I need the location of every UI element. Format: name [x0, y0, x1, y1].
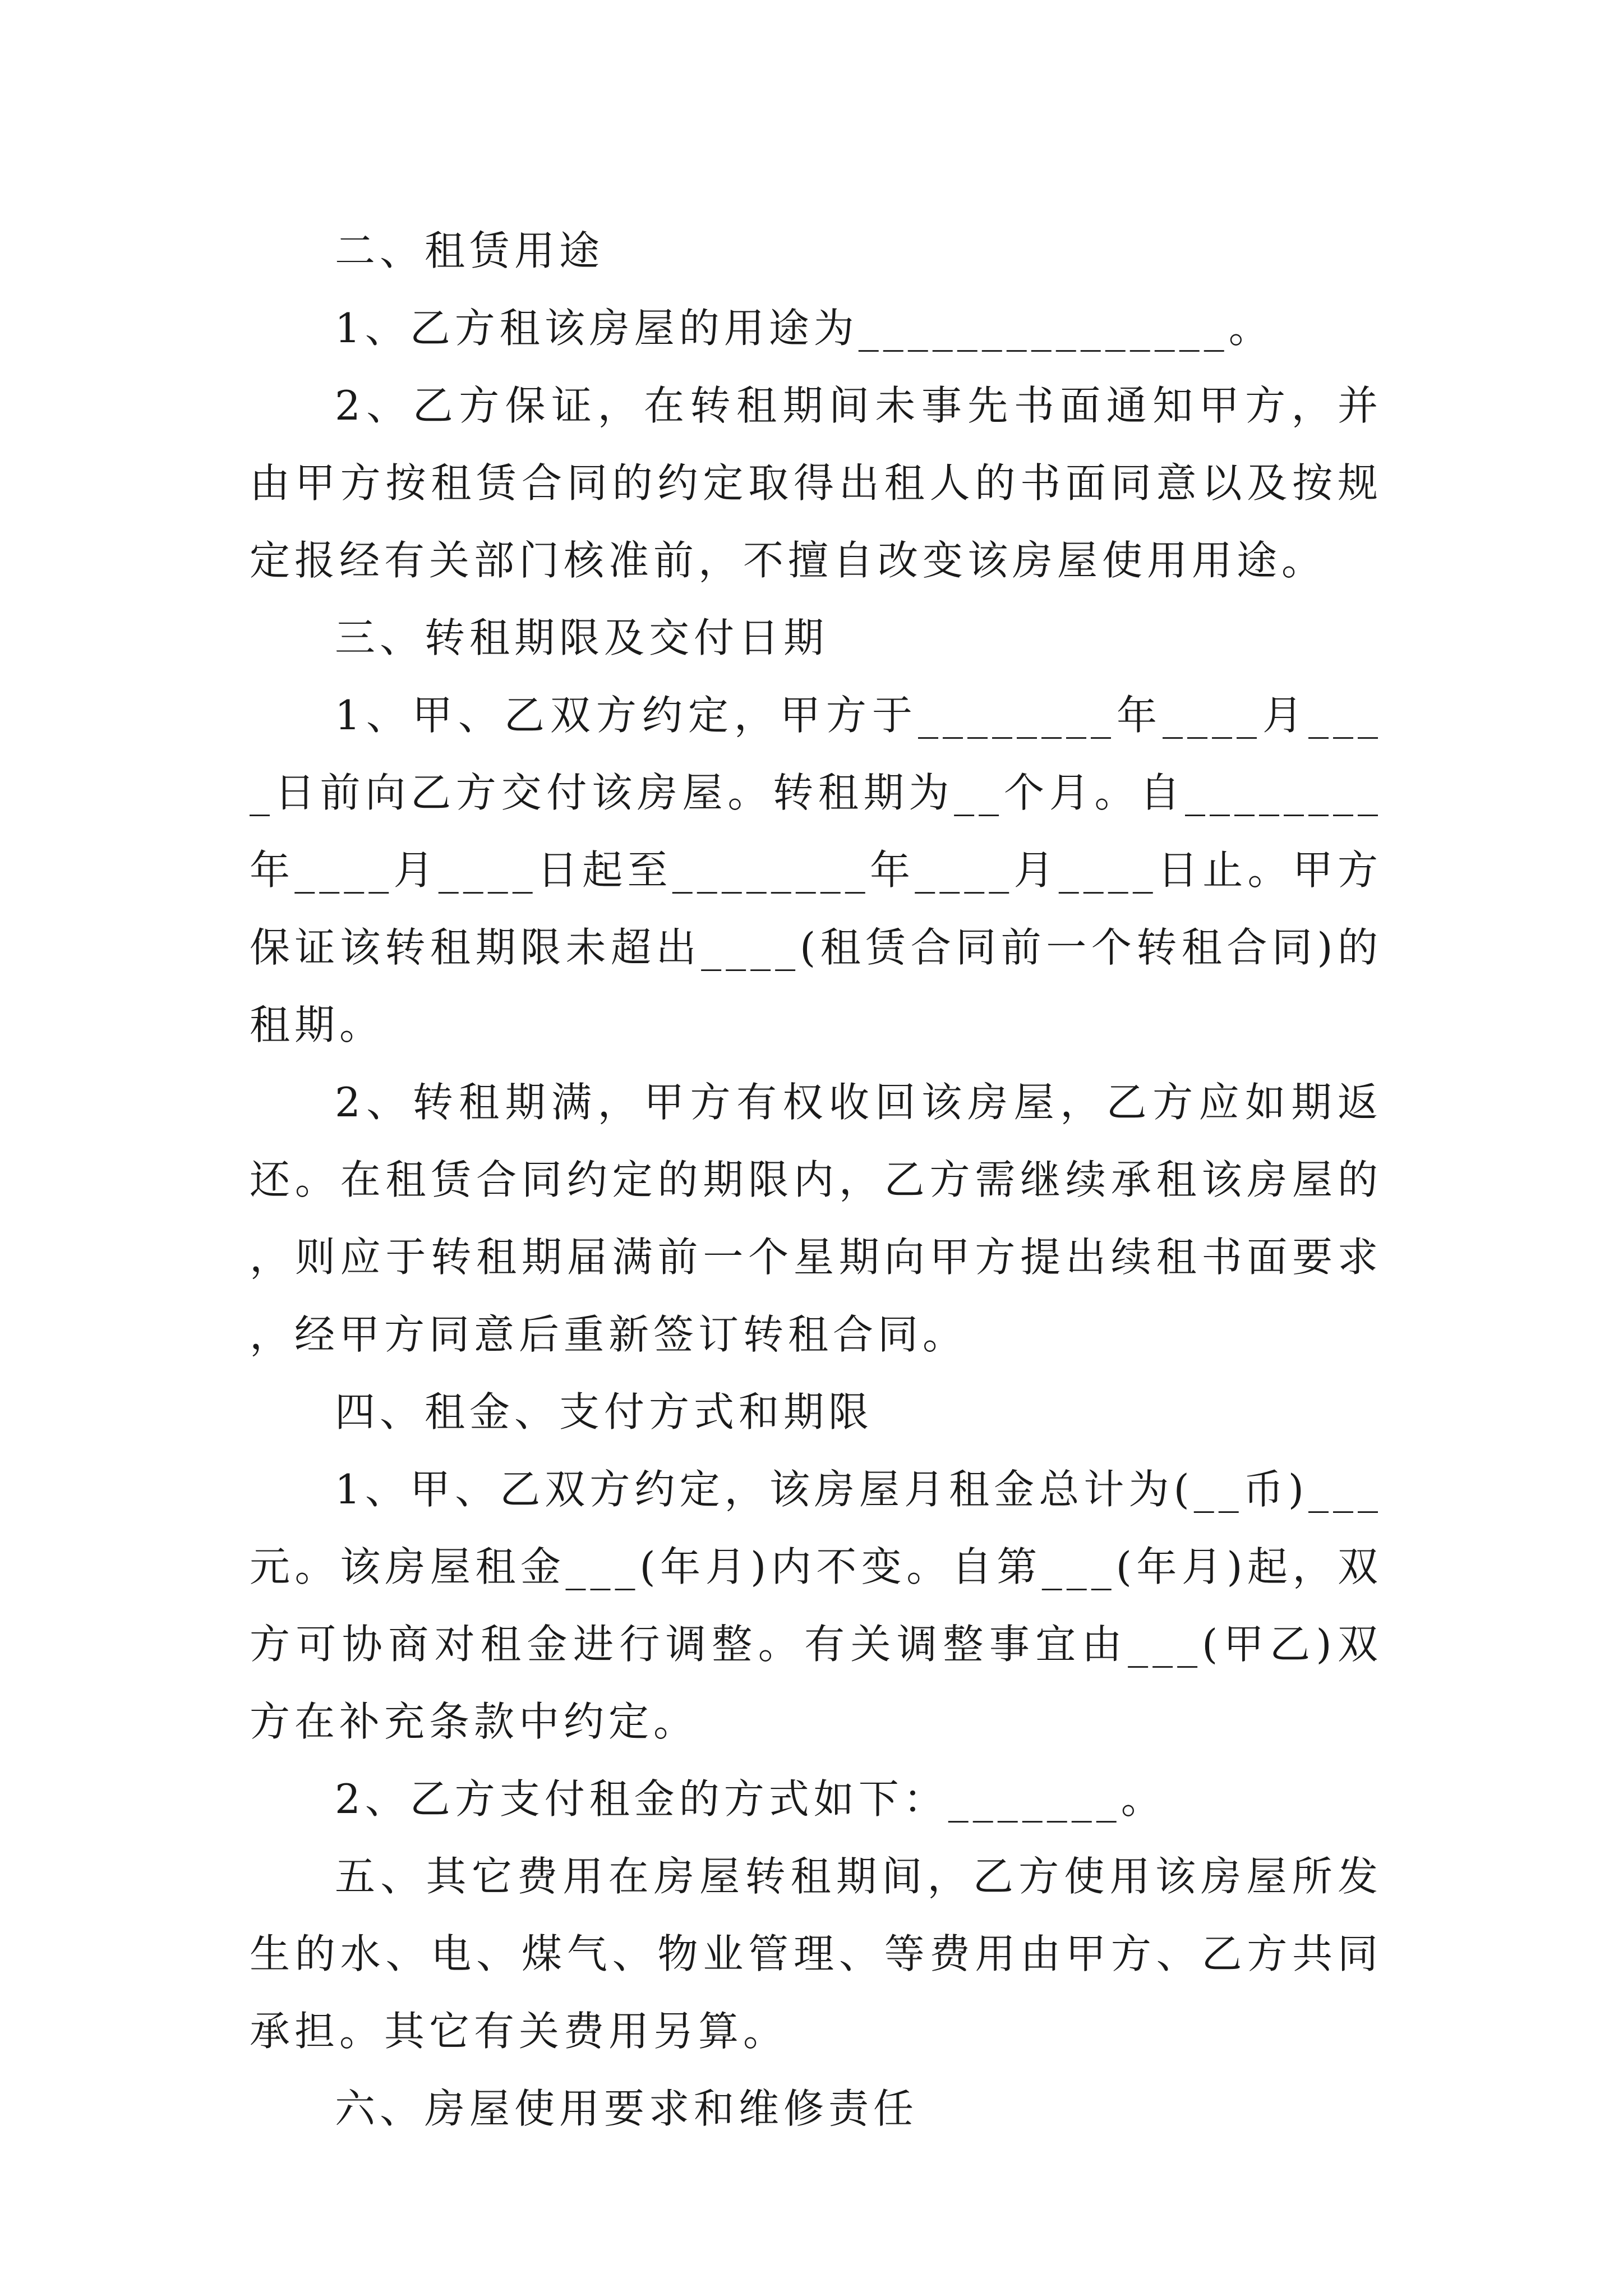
- section-heading-rent-payment: 四、租金、支付方式和期限: [335, 1388, 874, 1435]
- clause-paragraph: 2、乙方保证，在转租期间未事先书面通知甲方，并由甲方按租赁合同的约定取得出租人的书面同意以及按规定报经有关部门核准前，不擅自改变该房屋使用用途。: [250, 382, 1382, 584]
- clause-paragraph: 2、转租期满，甲方有权收回该房屋，乙方应如期返还。在租赁合同约定的期限内，乙方需继续承租该房屋的，则应于转租期届满前一个星期向甲方提出续租书面要求，经甲方同意后重新签订转租合同。: [250, 1079, 1382, 1358]
- document-body: [250, 212, 1382, 2147]
- clause-paragraph: 1、甲、乙双方约定，该房屋月租金总计为(__币)___元。该房屋租金___(年月)内不变。自第___(年月)起，双方可协商对租金进行调整。有关调整事宜由___(甲乙)双方在补充条款中约定。: [250, 1466, 1382, 1745]
- section-paragraph-other-fees: 五、其它费用在房屋转租期间，乙方使用该房屋所发生的水、电、煤气、物业管理、等费用由甲方、乙方共同承担。其它有关费用另算。: [250, 1853, 1382, 2055]
- clause-paragraph: 1、甲、乙双方约定，甲方于________年____月____日前向乙方交付该房屋。转租期为__个月。自________年____月____日起至________年____月____日止。甲方保证该转租期限未超出____(租赁合同前一个转租合同)的租期。: [250, 692, 1382, 1048]
- clause-paragraph: 2、乙方支付租金的方式如下：_______。: [335, 1775, 1166, 1823]
- section-heading-sublease-term: 三、转租期限及交付日期: [335, 614, 829, 661]
- section-heading-lease-purpose: 二、租赁用途: [335, 227, 605, 274]
- section-heading-usage-maintenance: 六、房屋使用要求和维修责任: [335, 2085, 919, 2132]
- clause-paragraph: 1、乙方租该房屋的用途为_______________。: [335, 305, 1274, 352]
